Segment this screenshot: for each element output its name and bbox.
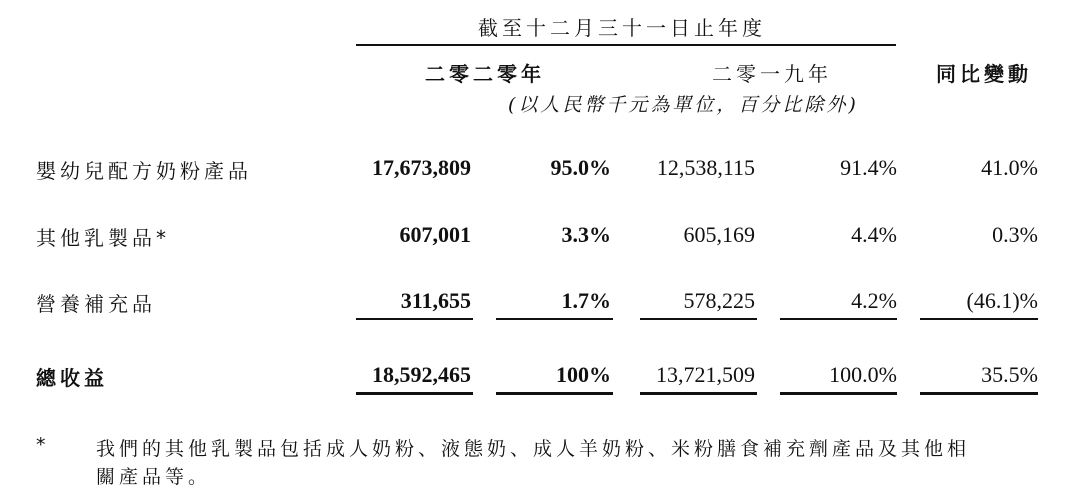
footnote-line-1: 我們的其他乳製品包括成人奶粉、液態奶、成人羊奶粉、米粉膳食補充劑產品及其他相 <box>96 438 971 460</box>
cell-2020-percent: 3.3% <box>561 222 611 247</box>
cell-2020-amount: 311,655 <box>400 288 471 313</box>
year-2019-header: 二零一九年 <box>712 62 832 86</box>
year-2020-header: 二零二零年 <box>425 62 545 86</box>
cell-2019-amount: 605,169 <box>683 222 755 247</box>
total-label: 總收益 <box>36 366 108 390</box>
cell-2019-amount: 12,538,115 <box>656 155 755 180</box>
row-label: 其他乳製品* <box>36 226 170 250</box>
period-header: 截至十二月三十一日止年度 <box>478 16 766 40</box>
unit-note: (以人民幣千元為單位，百分比除外) <box>508 94 859 116</box>
cell-yoy: (46.1)% <box>966 288 1038 313</box>
footnote-line-2: 關產品等。 <box>96 466 212 488</box>
cell-2020-percent: 1.7% <box>561 288 611 313</box>
cell-yoy: 41.0% <box>981 155 1038 180</box>
cell-2019-percent: 4.4% <box>851 222 897 247</box>
subtotal-rule <box>920 318 1038 320</box>
cell-2019-percent: 4.2% <box>851 288 897 313</box>
cell-2019-amount: 578,225 <box>683 288 755 313</box>
total-2020-amount: 18,592,465 <box>372 362 471 387</box>
row-label: 嬰幼兒配方奶粉產品 <box>36 159 252 183</box>
total-rule <box>356 392 473 395</box>
subtotal-rule <box>640 318 757 320</box>
footnote-marker: * <box>36 434 50 456</box>
subtotal-rule <box>496 318 613 320</box>
total-2020-percent: 100% <box>556 362 611 387</box>
yoy-header: 同比變動 <box>936 62 1032 86</box>
total-rule <box>780 392 897 395</box>
total-rule <box>920 392 1038 395</box>
cell-2020-percent: 95.0% <box>550 155 611 180</box>
total-2019-amount: 13,721,509 <box>656 362 755 387</box>
header-rule <box>356 44 896 46</box>
total-rule <box>496 392 613 395</box>
row-label: 營養補充品 <box>36 292 156 316</box>
total-yoy: 35.5% <box>981 362 1038 387</box>
total-rule <box>640 392 757 395</box>
subtotal-rule <box>356 318 473 320</box>
cell-2020-amount: 607,001 <box>399 222 471 247</box>
subtotal-rule <box>780 318 897 320</box>
cell-2019-percent: 91.4% <box>840 155 897 180</box>
cell-2020-amount: 17,673,809 <box>372 155 471 180</box>
cell-yoy: 0.3% <box>992 222 1038 247</box>
total-2019-percent: 100.0% <box>829 362 897 387</box>
